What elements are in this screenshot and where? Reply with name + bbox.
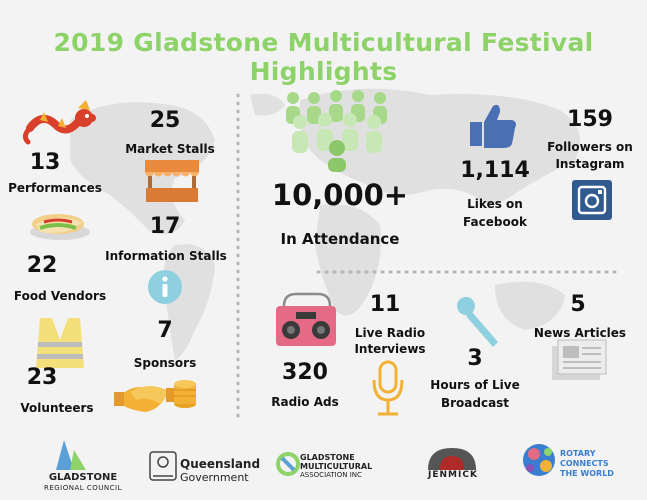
jenmick-logo-text: JENMICK — [428, 470, 478, 480]
handheld-microphone-icon — [457, 297, 498, 347]
broadcast-value: 3 — [467, 346, 483, 371]
instagram-label-line1: Followers on — [547, 140, 633, 154]
facebook-label-line2: Facebook — [463, 215, 527, 229]
attendance-label: In Attendance — [280, 230, 400, 248]
facebook-label-line1: Likes on — [467, 197, 523, 211]
facebook-value: 1,114 — [460, 158, 530, 183]
gma-logo-line2: MULTICULTURAL — [300, 462, 373, 471]
gma-logo-line1: GLADSTONE — [300, 453, 355, 462]
market-stalls-value: 25 — [149, 108, 181, 133]
information-stalls-value: 17 — [149, 214, 181, 239]
gma-logo-mark — [278, 454, 298, 474]
queensland-logo-line1: Queensland — [180, 457, 261, 471]
coins-icon — [174, 380, 196, 408]
gma-logo-line3: ASSOCIATION INC — [300, 471, 362, 479]
safety-vest-icon — [36, 318, 84, 368]
information-icon — [148, 270, 182, 304]
radio-boombox-icon — [276, 294, 336, 346]
information-stalls-label: Information Stalls — [105, 249, 227, 263]
instagram-icon — [572, 180, 612, 220]
attendance-value: 10,000+ — [271, 178, 409, 212]
food-vendors-label: Food Vendors — [13, 289, 107, 303]
microphone-stand-icon — [374, 362, 402, 414]
news-articles-value: 5 — [570, 292, 586, 317]
sponsors-label: Sponsors — [133, 356, 197, 370]
sponsors-value: 7 — [157, 318, 173, 343]
gladstone-council-logo-mark — [56, 440, 86, 470]
gladstone-council-logo-line2: REGIONAL COUNCIL — [43, 484, 123, 492]
market-stalls-label: Market Stalls — [125, 142, 215, 156]
queensland-logo-line2: Government — [180, 471, 249, 484]
news-articles-label: News Articles — [533, 326, 627, 340]
rotary-logo-line2: CONNECTS — [560, 459, 609, 468]
performances-value: 13 — [29, 150, 61, 175]
radio-interviews-label-line1: Live Radio — [354, 326, 426, 340]
rotary-logo-line1: ROTARY — [560, 449, 596, 458]
instagram-label-line2: Instagram — [555, 157, 625, 171]
performances-label: Performances — [8, 181, 102, 195]
page-title: 2019 Gladstone Multicultural Festival Highlights — [53, 28, 594, 86]
rotary-logo-line3: THE WORLD — [560, 469, 614, 478]
gladstone-council-logo-line1: GLADSTONE — [48, 472, 118, 483]
radio-interviews-value: 11 — [369, 292, 401, 317]
radio-interviews-label-line2: Interviews — [354, 342, 426, 356]
radio-ads-value: 320 — [282, 360, 328, 385]
food-wrap-icon — [30, 214, 90, 240]
broadcast-label-line2: Broadcast — [440, 396, 510, 410]
broadcast-label-line1: Hours of Live — [430, 378, 520, 392]
radio-ads-label: Radio Ads — [271, 395, 339, 409]
volunteers-label: Volunteers — [20, 401, 94, 415]
newspaper-icon — [552, 340, 606, 380]
jenmick-logo-mark — [428, 448, 476, 470]
food-vendors-value: 22 — [26, 253, 58, 278]
queensland-crest-logo — [150, 452, 176, 480]
instagram-value: 159 — [567, 107, 613, 132]
handshake-icon — [114, 386, 176, 412]
rotary-logo-mark — [523, 444, 555, 476]
volunteers-value: 23 — [26, 365, 58, 390]
